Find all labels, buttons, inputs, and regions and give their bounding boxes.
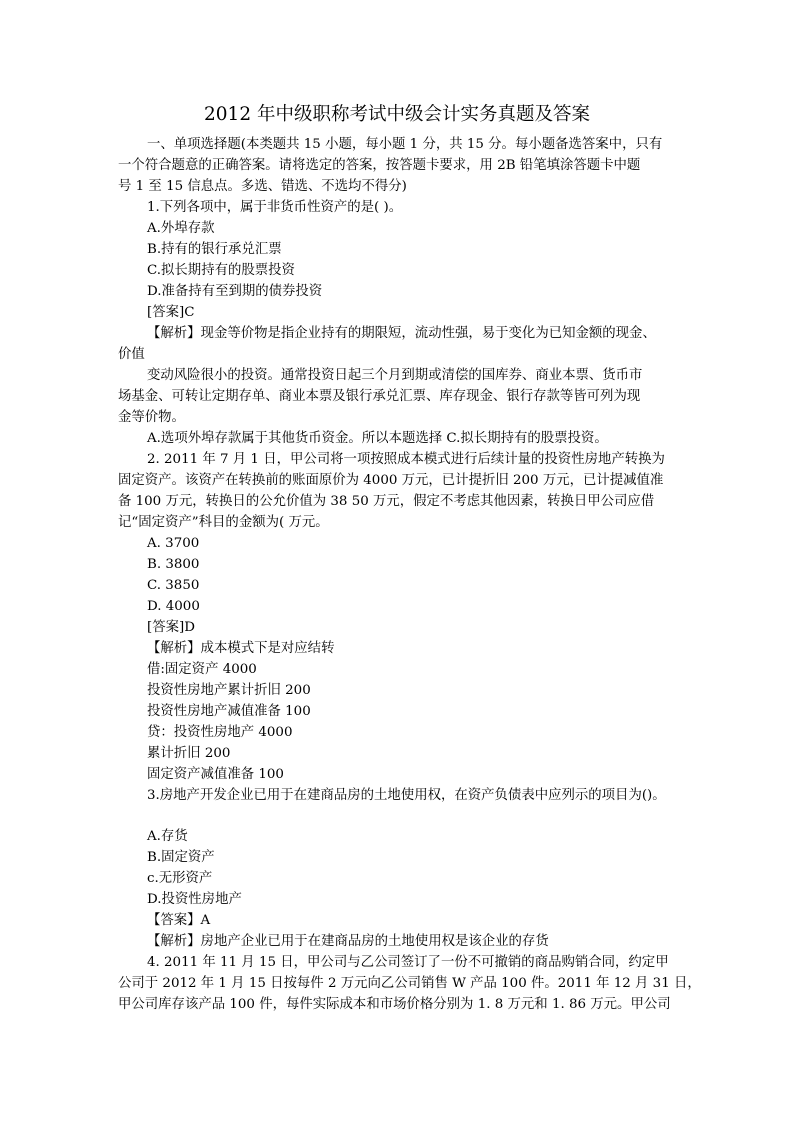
- text-line: [答案]D: [147, 620, 195, 635]
- text-line: A.存货: [147, 829, 188, 844]
- text-line: A.选项外埠存款属于其他货币资金。所以本题选择 C.拟长期持有的股票投资。: [147, 431, 608, 446]
- text-line: C.拟长期持有的股票投资: [147, 263, 295, 278]
- text-line: 号 1 至 15 信息点。多选、错选、不选均不得分): [118, 179, 407, 194]
- document-title: 2012 年中级职称考试中级会计实务真题及答案: [204, 104, 590, 125]
- text-line: 1.下列各项中，属于非货币性资产的是( )。: [147, 200, 403, 215]
- text-line: 2. 2011 年 7 月 1 日，甲公司将一项按照成本模式进行后续计量的投资性房地产转换为: [147, 452, 665, 467]
- text-line: 记“固定资产”科目的金额为( 万元。: [118, 515, 329, 530]
- text-line: 借:固定资产 4000: [147, 662, 257, 677]
- text-line: 投资性房地产累计折旧 200: [147, 683, 311, 698]
- text-line: 一个符合题意的正确答案。请将选定的答案，按答题卡要求，用 2B 铅笔填涂答题卡中题: [118, 158, 641, 173]
- text-line: D.准备持有至到期的债券投资: [147, 284, 323, 299]
- text-line: 备 100 万元，转换日的公允价值为 38 50 万元，假定不考虑其他因素，转换日甲公司应借: [118, 494, 655, 509]
- text-line: 甲公司库存该产品 100 件，每件实际成本和市场价格分别为 1. 8 万元和 1. 86 万元。甲公司: [118, 997, 671, 1012]
- text-line: 固定资产减值准备 100: [147, 767, 284, 782]
- text-line: D.投资性房地产: [147, 892, 242, 907]
- text-line: B.固定资产: [147, 850, 215, 865]
- text-line: D. 4000: [147, 599, 200, 614]
- text-line: 固定资产。该资产在转换前的账面原价为 4000 万元，已计提折旧 200 万元，已计提减值准: [118, 473, 664, 488]
- text-line: 投资性房地产减值准备 100: [147, 704, 311, 719]
- text-line: A.外埠存款: [147, 221, 215, 236]
- text-line: B.持有的银行承兑汇票: [147, 242, 282, 257]
- text-line: 变动风险很小的投资。通常投资日起三个月到期或清偿的国库券、商业本票、货币市: [147, 368, 643, 383]
- text-line: 场基金、可转让定期存单、商业本票及银行承兑汇票、库存现金、银行存款等皆可列为现: [118, 389, 641, 404]
- text-line: [答案]C: [147, 305, 195, 320]
- text-line: c.无形资产: [147, 871, 213, 886]
- text-line: 4. 2011 年 11 月 15 日，甲公司与乙公司签订了一份不可撤销的商品购销合同，约定甲: [147, 955, 669, 970]
- text-line: 累计折旧 200: [147, 746, 231, 761]
- text-line: 公司于 2012 年 1 月 15 日按每件 2 万元向乙公司销售 W 产品 100 件。2011 年 12 月 31 日，: [118, 976, 701, 991]
- text-line: 价值: [118, 347, 145, 362]
- text-line: A. 3700: [147, 536, 200, 551]
- text-line: 贷：投资性房地产 4000: [147, 725, 293, 740]
- text-line: 【答案】A: [147, 913, 211, 928]
- text-line: 一、单项选择题(本类题共 15 小题，每小题 1 分，共 15 分。每小题备选答案中，只有: [147, 137, 663, 152]
- text-line: 【解析】成本模式下是对应结转: [147, 641, 335, 656]
- text-line: 金等价物。: [118, 410, 185, 425]
- text-line: 【解析】房地产企业已用于在建商品房的土地使用权是该企业的存货: [147, 934, 549, 949]
- text-line: C. 3850: [147, 578, 200, 593]
- text-line: 3.房地产开发企业已用于在建商品房的土地使用权，在资产负债表中应列示的项目为()。: [147, 788, 666, 803]
- text-line: 【解析】现金等价物是指企业持有的期限短，流动性强，易于变化为已知金额的现金、: [147, 326, 656, 341]
- text-line: B. 3800: [147, 557, 200, 572]
